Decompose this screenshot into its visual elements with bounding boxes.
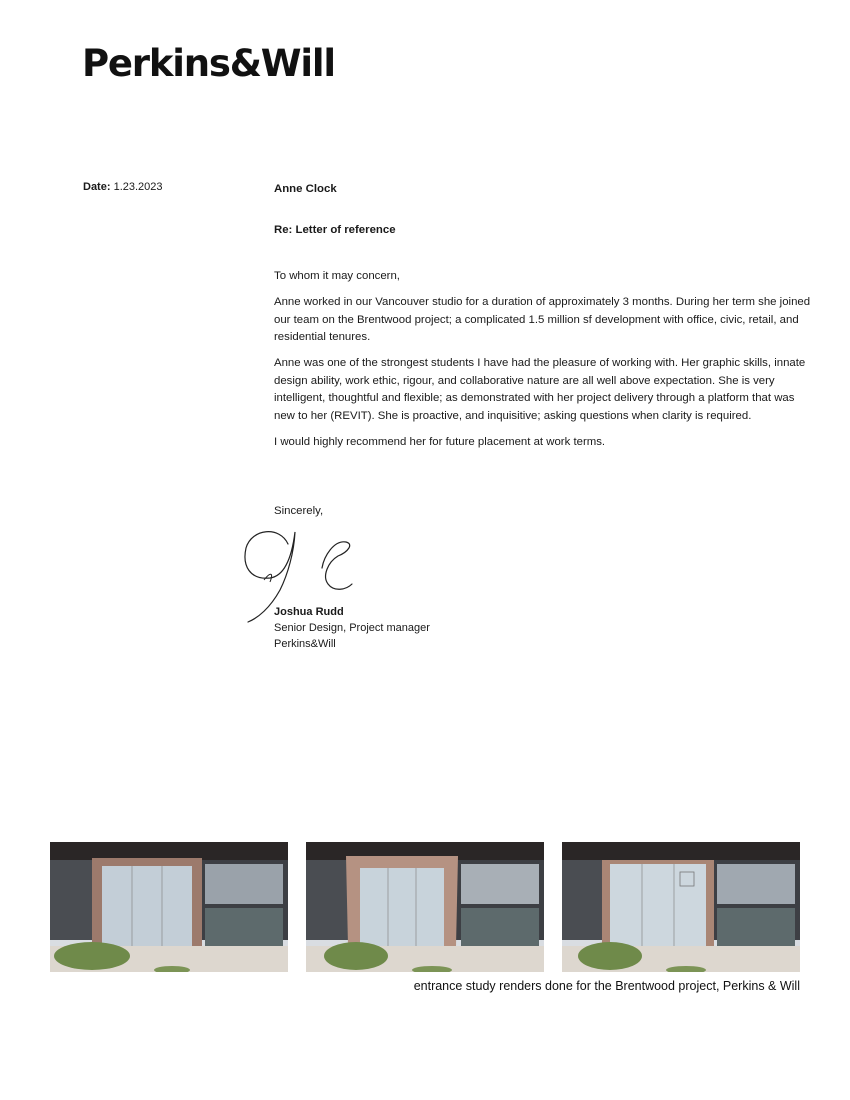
body-paragraph: Anne was one of the strongest students I have had the pleasure of working with. Her graphic skills, innate design ability, work ethic, rigour, and collaborative nature are all well above expectation. She is very intelligent, thoughtful and flexible; as demonstrated with her project delivery through a platform that was new to her (REVIT). She is proactive, and inquisitive; asking questions when clarity is required. xyxy=(274,357,806,423)
signatory-company: Perkins&Will xyxy=(274,638,336,650)
body-paragraph: Anne worked in our Vancouver studio for a duration of approximately 3 months. During her term she joined our team on the Brentwood project; a complicated 1.5 million sf development with office, civic, retail, and residential tenures. xyxy=(274,296,811,344)
signatory-title: Senior Design, Project manager xyxy=(274,622,430,634)
company-logo: Perkins&Will xyxy=(82,42,335,85)
subject-line: Re: Letter of reference xyxy=(274,224,396,236)
salutation: To whom it may concern, xyxy=(274,270,400,282)
date-value: 1.23.2023 xyxy=(113,181,163,193)
letter-date xyxy=(83,181,163,193)
entrance-render-2 xyxy=(306,842,544,972)
body-paragraph: I would highly recommend her for future placement at work terms. xyxy=(274,436,606,449)
closing: Sincerely, xyxy=(274,505,324,517)
entrance-render-1 xyxy=(50,842,288,972)
entrance-render-3 xyxy=(562,842,800,972)
date-label: Date: xyxy=(83,181,111,193)
renders-caption: entrance study renders done for the Brentwood project, Perkins & Will xyxy=(413,979,800,993)
letter-body xyxy=(274,294,814,460)
signatory-name: Joshua Rudd xyxy=(274,606,344,618)
recipient-name: Anne Clock xyxy=(274,183,337,195)
